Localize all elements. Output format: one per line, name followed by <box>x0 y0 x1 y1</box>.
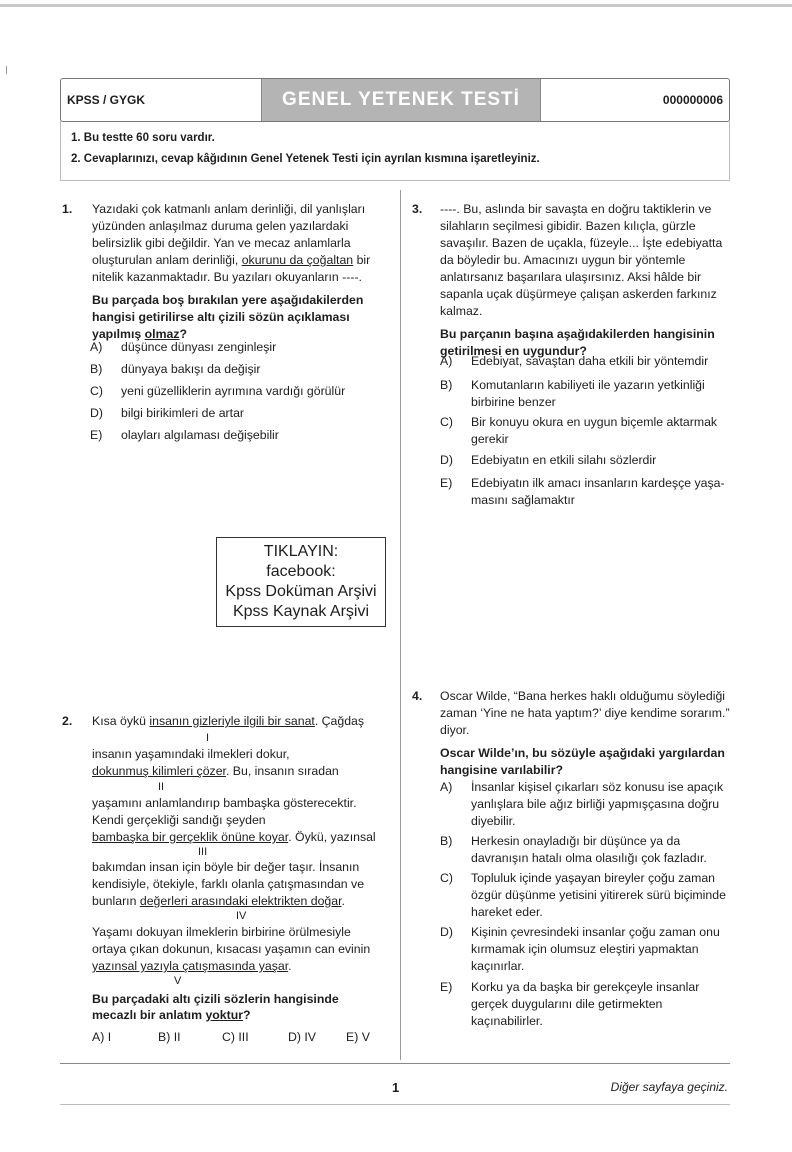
stem-line: savaşılır. Bazen de uçakla, füzeyle... İşte edebiyatta <box>440 236 723 250</box>
stem-line: dokunmuş kilimleri çözer. Bu, insanın sıradan <box>92 764 339 778</box>
roman-numeral: III <box>198 846 208 858</box>
option-e[interactable]: E) V <box>346 1030 370 1044</box>
roman-numeral: II <box>158 781 165 793</box>
stem-line: ortaya çıkan dokunun, kısacası yaşamın can evinin <box>92 942 371 956</box>
stem-line: Kendi gerçekliği sandığı şeyden <box>92 813 266 827</box>
stem-line: anlatırsanız başarılara ulaşırsınız. Aksi hâlde bir <box>440 270 702 284</box>
underlined-phrase-3: bambaşka bir gerçeklik önüne koyar <box>92 830 289 844</box>
stem-line: ----. Bu, aslında bir savaşta en doğru taktiklerin ve <box>440 202 712 216</box>
stem-line: Kısa öykü insanın gizleriyle ilgili bir sanat. Çağdaş <box>92 714 365 728</box>
stem-line: yazınsal yazıyla çatışmasında yaşar. <box>92 959 292 973</box>
stem-line: nitelik kazanmaktadır. Bu yazıları okuyanların ----. <box>92 270 362 284</box>
question-prompt: Bu parçadaki altı çizili sözlerin hangisinde mecazlı bir anlatım yoktur? <box>92 992 339 1022</box>
promo-line: TIKLAYIN: <box>263 543 339 560</box>
roman-numeral: V <box>174 975 182 987</box>
question-prompt: Bu parçanın başına aşağıdakilerden hangisinin getirilmesi en uygundur? <box>440 327 715 358</box>
margin-mark <box>6 66 7 74</box>
instruction-1: 1. Bu testte 60 soru vardır. <box>71 132 215 144</box>
underlined-phrase-4: değerleri arasındaki elektrikten doğar <box>139 894 342 908</box>
page-number: 1 <box>392 1080 400 1095</box>
roman-numeral: IV <box>236 910 247 922</box>
top-border <box>0 4 792 7</box>
instruction-2: 2. Cevaplarınızı, cevap kâğıdının Genel Yetenek Testi için ayrılan kısmına işaretleyiniz. <box>71 153 540 165</box>
stem-line: silahların seçilmesi gibidir. Bazen kılıçla, gürzle <box>440 219 696 233</box>
next-page-note: Diğer sayfaya geçiniz. <box>610 1080 728 1094</box>
stem-line: bambaşka bir gerçeklik önüne koyar. Öykü, yazınsal <box>92 830 376 844</box>
stem-line: sapanla uçak düşürmeye çalışan askerden farkınız <box>440 287 717 301</box>
question-number: 2. <box>62 714 73 728</box>
question-prompt: Oscar Wilde’ın, bu sözüyle aşağıdaki yargılardan hangisine varılabilir? <box>440 746 725 777</box>
test-header <box>60 78 730 122</box>
stem-line: kalmaz. <box>440 304 483 318</box>
stem-line: da böyledir bu. Amacınızı uygun bir yöntemle <box>440 253 686 267</box>
promo-line: Kpss Doküman Arşivi <box>225 583 377 600</box>
footer-bottom-line <box>60 1104 730 1105</box>
booklet-number: 000000006 <box>662 93 723 107</box>
promo-line: Kpss Kaynak Arşivi <box>232 603 370 620</box>
stem-line: yaşamını anlamlandırıp bambaşka gösterecektir. <box>92 796 357 810</box>
stem-line: kendisiyle, ötekiyle, farklı olanla çatışmasından ve <box>92 877 365 891</box>
stem-line: bakımdan insan için böyle bir değer taşır. İnsanın <box>92 860 360 874</box>
stem-line: yüzünden anlaşılmaz duruma gelen yazılardaki <box>92 219 349 233</box>
exam-code: KPSS / GYGK <box>67 93 146 107</box>
stem-line: Yazıdaki çok katmanlı anlam derinliği, dil yanlışları <box>92 202 366 216</box>
stem-line: oluşturulan anlam derinliği, okurunu da çoğaltan bir <box>92 253 371 267</box>
stem-line: Yaşamı dokuyan ilmeklerin birbirine örülmesiyle <box>92 925 351 939</box>
question-number: 3. <box>412 202 423 216</box>
underlined-phrase-2: dokunmuş kilimleri çözer <box>92 764 226 778</box>
instructions <box>60 120 730 181</box>
facebook-promo-box[interactable] <box>216 537 386 627</box>
stem-line: diyor. <box>440 723 470 737</box>
stem-line: zaman ‘Yine ne hata yaptım?’ diye kendime sorarım.” <box>440 706 730 720</box>
option-b[interactable]: B) II <box>158 1030 181 1044</box>
option-a[interactable]: A) I <box>92 1030 112 1044</box>
stem-line: bunların değerleri arasındaki elektrikten doğar. <box>92 894 345 908</box>
underlined-phrase: okurunu da çoğaltan <box>241 253 354 267</box>
stem-line: insanın yaşamındaki ilmekleri dokur, <box>92 747 290 761</box>
option-d[interactable]: D) IV <box>288 1030 317 1044</box>
stem-line: belirsizlik gibi değildir. Yan ve mecaz anlamlarla <box>92 236 351 250</box>
question-number: 1. <box>62 202 73 216</box>
question-number: 4. <box>412 689 423 703</box>
underlined-phrase-1: insanın gizleriyle ilgili bir sanat <box>149 714 315 728</box>
underlined-phrase-5: yazınsal yazıyla çatışmasında yaşar <box>92 959 289 973</box>
question-prompt: Bu parçada boş bırakılan yere aşağıdakilerden hangisi getirilirse altı çizili sözün açıklaması yapılmış olmaz? <box>92 293 364 341</box>
footer-divider <box>60 1063 730 1064</box>
option-c[interactable]: C) III <box>222 1030 249 1044</box>
roman-numeral: I <box>206 732 210 744</box>
column-divider <box>400 190 401 1060</box>
stem-line: Oscar Wilde, “Bana herkes haklı olduğumu söylediği <box>440 689 726 703</box>
promo-line: facebook: <box>266 563 336 580</box>
test-title: GENEL YETENEK TESTİ <box>261 79 541 121</box>
